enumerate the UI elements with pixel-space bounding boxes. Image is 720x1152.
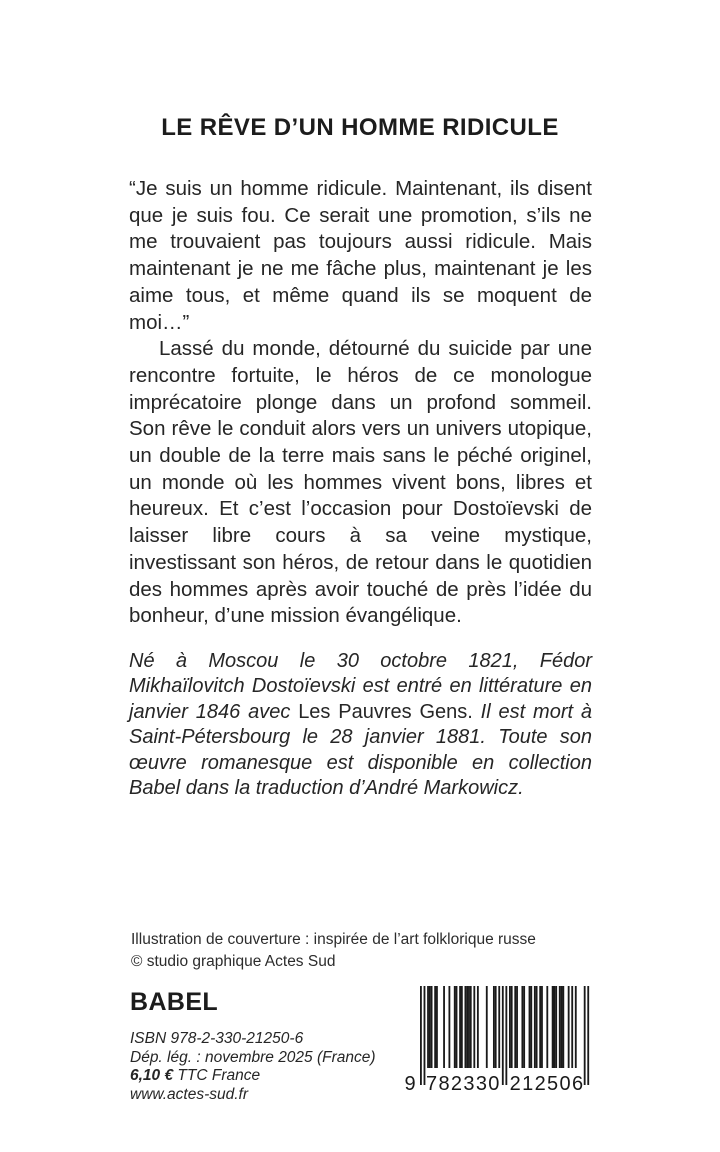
price-value: 6,10 € [130,1067,174,1085]
blurb-text-block [129,176,592,801]
svg-text:9: 9 [404,1073,416,1092]
bio-cited-work-title: Les Pauvres Gens. [298,700,473,723]
ean13-barcode [404,986,596,1092]
price-suffix: TTC France [173,1067,261,1085]
svg-text:7: 7 [426,1073,438,1092]
imprint-block [130,988,376,1104]
copyright-credit-line: © studio graphique Actes Sud [131,953,336,970]
svg-text:0: 0 [488,1073,500,1092]
legal-deposit-line: Dép. lég. : novembre 2025 (France) [130,1048,376,1066]
svg-text:5: 5 [547,1073,559,1092]
svg-text:2: 2 [450,1073,463,1092]
opening-quote-paragraph: “Je suis un homme ridicule. Maintenant, ils disent que je suis fou. Ce serait une promotion, s’ils ne me trouvaient pas toujours aussi ridicule. Mais maintenant je ne me fâche plus, maintenant je les aime tous, et même quand ils se moquent de moi…” [129,177,592,334]
svg-text:3: 3 [475,1073,487,1092]
bio-text-part2: Il est mort à Saint-Pétersbourg le 28 janvier 1881. Toute son œuvre romanesque est disponible en collection Babel dans la traduction d’André Markowicz. [129,700,593,799]
svg-text:1: 1 [522,1073,534,1092]
svg-text:2: 2 [509,1073,521,1092]
price-line [130,1067,376,1086]
book-title: LE RÊVE D’UN HOMME RIDICULE [161,114,559,141]
cover-credits-block [131,929,536,973]
svg-text:3: 3 [463,1073,475,1092]
svg-text:0: 0 [559,1073,571,1092]
illustration-credit-line: Illustration de couverture : inspirée de l’art folklorique russe [131,931,536,948]
svg-text:2: 2 [534,1073,546,1092]
website-line: www.actes-sud.fr [130,1085,249,1103]
author-bio-paragraph [129,649,592,801]
synopsis-paragraph: Lassé du monde, détourné du suicide par une rencontre fortuite, le héros de ce monologue imprécatoire plonge dans un profond sommeil. Son rêve le conduit alors vers un univers utopique, un double de la terre mais sans le péché originel, un monde où les hommes vivent bons, libres et heureux. Et c’est l’occasion pour Dostoïevski de laisser libre cours à sa veine mystique, investissant son héros, de retour dans le quotidien des hommes après avoir touché de près l’idée du bonheur, d’une mission évangélique. [129,337,592,628]
barcode-bars-svg [404,986,596,1092]
bio-text-part1: Né à Moscou le 30 octobre 1821, Fédor Mikhaïlovitch Dostoïevski est entré en littérature en janvier 1846 avec [129,649,592,723]
isbn-line: ISBN 978-2-330-21250-6 [130,1030,304,1047]
collection-logo-babel: BABEL [130,988,219,1016]
svg-text:6: 6 [571,1073,584,1092]
svg-text:8: 8 [438,1073,450,1092]
